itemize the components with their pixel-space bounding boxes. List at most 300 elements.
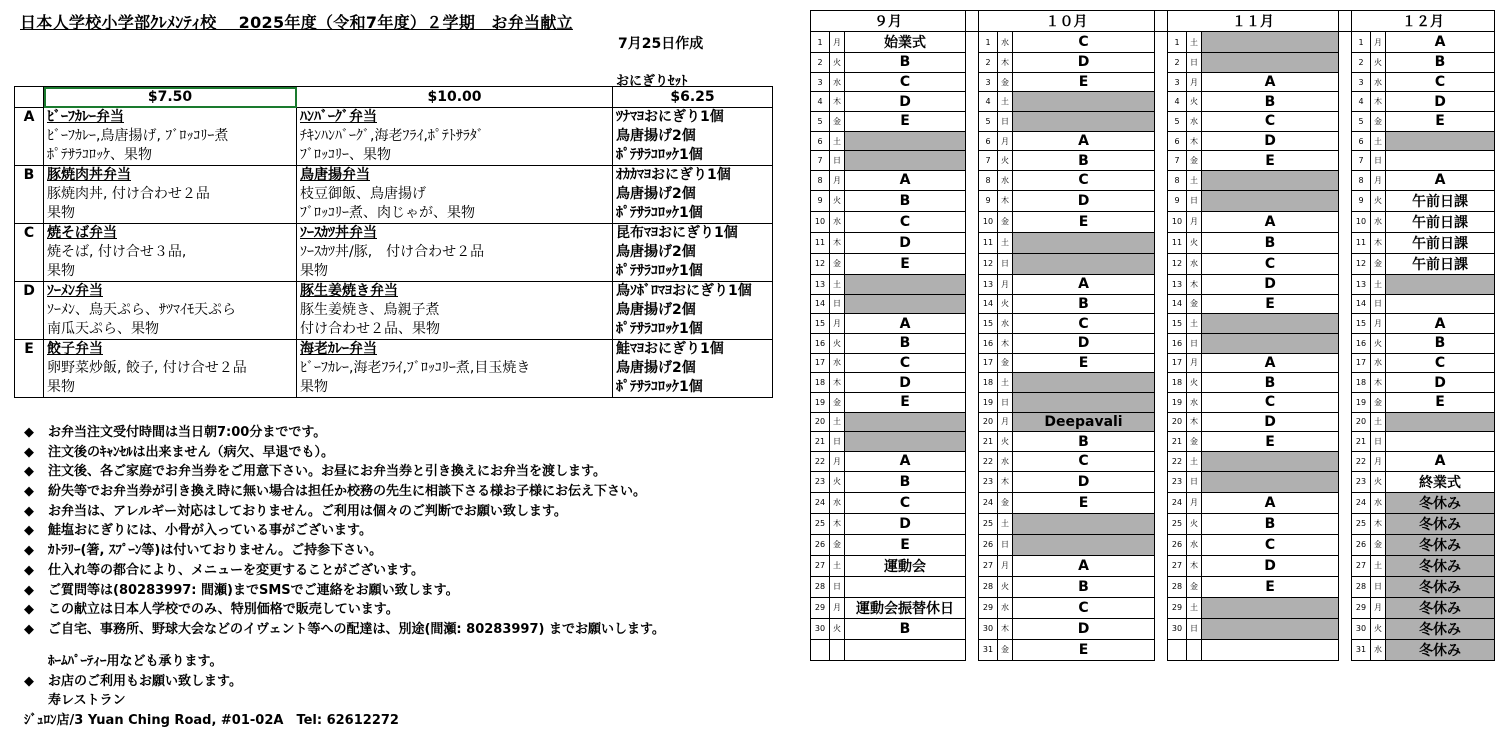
calendar-weekday: 日 <box>830 576 845 597</box>
calendar-row <box>811 333 1495 353</box>
calendar-day: 29 <box>1352 597 1371 618</box>
calendar-day: 2 <box>1168 53 1187 73</box>
menu-letter: B <box>15 166 44 186</box>
menu-letter <box>15 320 44 340</box>
calendar-weekday: 土 <box>1187 32 1202 53</box>
calendar-menu-code <box>845 639 966 660</box>
calendar-row <box>811 432 1495 452</box>
menu-item-detail: 果物 <box>297 378 613 398</box>
calendar-weekday: 木 <box>1187 274 1202 294</box>
bullet-icon: ◆ <box>24 602 34 618</box>
calendar-weekday: 金 <box>830 253 845 274</box>
calendar-day: 24 <box>1168 492 1187 513</box>
calendar-row <box>811 92 1495 112</box>
calendar-menu-code: A <box>1202 72 1339 92</box>
calendar-menu-code: D <box>1202 412 1339 432</box>
calendar-menu-code: 冬休み <box>1386 555 1495 576</box>
calendar-weekday: 火 <box>830 333 845 353</box>
calendar-weekday: 土 <box>1371 131 1386 151</box>
calendar-day: 10 <box>1168 211 1187 232</box>
menu-item-detail: 鳥唐揚げ2個 <box>613 359 773 378</box>
menu-item-detail: ｵｶｶﾏﾖおにぎり1個 <box>613 166 773 186</box>
calendar-menu-code: 午前日課 <box>1386 253 1495 274</box>
calendar-day: 14 <box>811 294 830 314</box>
calendar-day: 22 <box>979 452 998 472</box>
calendar-day: 1 <box>979 32 998 53</box>
calendar-day: 22 <box>1168 452 1187 472</box>
menu-item-detail: ﾂﾅﾏﾖおにぎり1個 <box>613 108 773 128</box>
calendar-weekday: 日 <box>1371 151 1386 171</box>
note-text: 鮭塩おにぎりには、小骨が入っている事がございます。 <box>48 523 372 539</box>
calendar-weekday: 木 <box>830 373 845 393</box>
calendar-day <box>811 639 830 660</box>
document-title: 日本人学校小学部ｸﾚﾒﾝﾃｨ校 2025年度（令和7年度）２学期 お弁当献立 <box>20 13 573 32</box>
menu-item-title: ﾋﾞｰﾌｶﾚｰ弁当 <box>44 108 297 128</box>
calendar-day: 17 <box>1168 353 1187 373</box>
menu-row <box>15 282 773 302</box>
calendar-menu-code: A <box>1013 274 1155 294</box>
calendar-weekday: 水 <box>998 314 1013 334</box>
note-item <box>24 600 665 620</box>
calendar-row <box>811 513 1495 534</box>
calendar-menu-code: A <box>1013 555 1155 576</box>
calendar-day: 23 <box>1352 471 1371 492</box>
calendar-weekday: 月 <box>1187 211 1202 232</box>
calendar-day: 5 <box>811 112 830 132</box>
calendar-weekday: 金 <box>830 112 845 132</box>
menu-row <box>15 301 773 320</box>
calendar-weekday: 水 <box>1371 639 1386 660</box>
calendar-menu-code <box>1013 112 1155 132</box>
calendar-day: 19 <box>979 392 998 412</box>
menu-letter <box>15 359 44 378</box>
calendar-day: 12 <box>1352 253 1371 274</box>
calendar-weekday: 金 <box>998 353 1013 373</box>
menu-letter <box>15 204 44 224</box>
calendar-weekday: 月 <box>998 131 1013 151</box>
calendar-menu-code: E <box>845 112 966 132</box>
calendar-weekday: 月 <box>830 314 845 334</box>
calendar-day: 16 <box>979 333 998 353</box>
note-text: ご質問等は(80283997: 間瀬)までSMSでご連絡をお願い致します。 <box>48 582 459 598</box>
calendar-row <box>811 232 1495 253</box>
calendar-weekday: 土 <box>998 232 1013 253</box>
calendar-day: 10 <box>979 211 998 232</box>
calendar-menu-code <box>1202 618 1339 639</box>
calendar-day: 5 <box>979 112 998 132</box>
calendar-weekday: 金 <box>830 392 845 412</box>
menu-item-detail: 焼そば, 付け合せ３品, <box>44 243 297 262</box>
calendar-day: 18 <box>1352 373 1371 393</box>
lunch-calendar <box>810 10 1495 661</box>
calendar-menu-code: B <box>1202 513 1339 534</box>
calendar-menu-code: C <box>1013 597 1155 618</box>
calendar-menu-code: E <box>1013 639 1155 660</box>
calendar-day: 28 <box>979 576 998 597</box>
calendar-day: 14 <box>1352 294 1371 314</box>
calendar-menu-code: 運動会 <box>845 555 966 576</box>
calendar-weekday: 火 <box>998 576 1013 597</box>
calendar-day: 7 <box>1352 151 1371 171</box>
creation-date: 7月25日作成 <box>618 36 704 52</box>
calendar-weekday: 月 <box>1371 452 1386 472</box>
calendar-weekday: 火 <box>830 618 845 639</box>
calendar-day: 20 <box>1352 412 1371 432</box>
calendar-menu-code: 午前日課 <box>1386 232 1495 253</box>
menu-letter <box>15 262 44 282</box>
calendar-weekday: 水 <box>830 72 845 92</box>
calendar-day: 28 <box>1168 576 1187 597</box>
menu-letter <box>15 243 44 262</box>
calendar-menu-code <box>1202 639 1339 660</box>
menu-letter: C <box>15 224 44 244</box>
calendar-menu-code: C <box>845 211 966 232</box>
calendar-weekday: 金 <box>1371 534 1386 555</box>
calendar-menu-code: E <box>845 392 966 412</box>
menu-item-detail: ﾋﾞｰﾌｶﾚｰ,海老ﾌﾗｲ,ﾌﾞﾛｯｺﾘｰ煮,目玉焼き <box>297 359 613 378</box>
calendar-day: 26 <box>979 534 998 555</box>
calendar-weekday: 水 <box>830 492 845 513</box>
calendar-menu-code: E <box>1013 492 1155 513</box>
calendar-day: 21 <box>979 432 998 452</box>
menu-letter <box>15 146 44 166</box>
menu-item-title: 海老ｶﾚｰ弁当 <box>297 340 613 360</box>
menu-row <box>15 127 773 146</box>
calendar-weekday: 木 <box>998 618 1013 639</box>
menu-item-title: ｿｰｽｶﾂ丼弁当 <box>297 224 613 244</box>
calendar-menu-code: C <box>1202 253 1339 274</box>
calendar-weekday: 水 <box>1371 492 1386 513</box>
calendar-weekday: 火 <box>830 471 845 492</box>
price-header[interactable]: $10.00 <box>297 87 613 108</box>
note-item <box>24 462 665 482</box>
calendar-row <box>811 412 1495 432</box>
calendar-menu-code: 冬休み <box>1386 597 1495 618</box>
calendar-weekday: 土 <box>1187 171 1202 191</box>
calendar-menu-code <box>1202 171 1339 191</box>
calendar-weekday: 水 <box>830 353 845 373</box>
calendar-day: 20 <box>1168 412 1187 432</box>
calendar-weekday: 水 <box>1187 392 1202 412</box>
calendar-menu-code: C <box>845 72 966 92</box>
calendar-day: 25 <box>1168 513 1187 534</box>
calendar-weekday: 日 <box>1187 333 1202 353</box>
menu-item-detail: ﾎﾟﾃｻﾗｺﾛｯｹ1個 <box>613 146 773 166</box>
menu-item-detail: 果物 <box>297 262 613 282</box>
calendar-weekday: 月 <box>998 274 1013 294</box>
calendar-menu-code: C <box>1202 392 1339 412</box>
note-item <box>24 423 665 443</box>
calendar-row <box>811 190 1495 211</box>
calendar-weekday: 木 <box>1187 555 1202 576</box>
calendar-weekday: 火 <box>830 190 845 211</box>
price-header[interactable]: $6.25 <box>613 87 773 108</box>
calendar-weekday: 水 <box>830 211 845 232</box>
calendar-menu-code <box>1202 452 1339 472</box>
calendar-row <box>811 373 1495 393</box>
bento-menu-table <box>14 86 773 398</box>
calendar-weekday: 火 <box>1371 471 1386 492</box>
calendar-day: 16 <box>811 333 830 353</box>
calendar-menu-code: D <box>1013 618 1155 639</box>
calendar-weekday: 火 <box>1187 373 1202 393</box>
calendar-weekday: 金 <box>1187 576 1202 597</box>
calendar-day: 1 <box>1168 32 1187 53</box>
calendar-menu-code: 冬休み <box>1386 576 1495 597</box>
calendar-weekday: 金 <box>998 211 1013 232</box>
calendar-weekday: 月 <box>830 452 845 472</box>
calendar-row <box>811 171 1495 191</box>
calendar-day: 5 <box>1168 112 1187 132</box>
calendar-menu-code: D <box>845 92 966 112</box>
calendar-day: 21 <box>811 432 830 452</box>
calendar-menu-code: A <box>1386 171 1495 191</box>
calendar-weekday: 土 <box>830 412 845 432</box>
calendar-day: 20 <box>811 412 830 432</box>
calendar-day: 18 <box>979 373 998 393</box>
calendar-menu-code: B <box>845 333 966 353</box>
calendar-weekday: 月 <box>1187 72 1202 92</box>
menu-body <box>15 108 773 398</box>
calendar-day: 24 <box>1352 492 1371 513</box>
menu-row <box>15 108 773 128</box>
calendar-menu-code: B <box>1386 333 1495 353</box>
calendar-day: 4 <box>979 92 998 112</box>
menu-item-detail: 鳥唐揚げ2個 <box>613 301 773 320</box>
menu-row <box>15 185 773 204</box>
calendar-menu-code <box>1202 32 1339 53</box>
calendar-weekday: 月 <box>998 412 1013 432</box>
calendar-row <box>811 534 1495 555</box>
bullet-icon: ◆ <box>24 484 34 500</box>
calendar-day: 27 <box>811 555 830 576</box>
calendar-menu-code <box>1013 232 1155 253</box>
calendar-weekday: 月 <box>830 597 845 618</box>
calendar-menu-code: B <box>1386 53 1495 73</box>
calendar-day: 29 <box>811 597 830 618</box>
bullet-icon: ◆ <box>24 444 34 460</box>
calendar-weekday: 火 <box>1371 333 1386 353</box>
calendar-menu-code: C <box>1202 112 1339 132</box>
menu-item-detail: ﾌﾞﾛｯｺﾘｰ、果物 <box>297 146 613 166</box>
calendar-day: 16 <box>1168 333 1187 353</box>
calendar-menu-code <box>1202 314 1339 334</box>
calendar-weekday: 木 <box>1187 131 1202 151</box>
calendar-menu-code <box>1013 534 1155 555</box>
menu-item-detail: ﾎﾟﾃｻﾗｺﾛｯｹ、果物 <box>44 146 297 166</box>
note-text: ご自宅、事務所、野球大会などのイヴェント等への配達は、別途(間瀬: 80283997) までお願いします。 <box>48 621 665 637</box>
month-header-november: １１月 <box>1168 11 1339 32</box>
menu-item-title: ﾊﾝﾊﾞｰｸﾞ弁当 <box>297 108 613 128</box>
calendar-day: 30 <box>1168 618 1187 639</box>
calendar-day: 11 <box>811 232 830 253</box>
calendar-day: 15 <box>1352 314 1371 334</box>
menu-item-detail: 鳥唐揚げ2個 <box>613 185 773 204</box>
calendar-menu-code: A <box>1202 492 1339 513</box>
menu-item-title: 餃子弁当 <box>44 340 297 360</box>
menu-row <box>15 146 773 166</box>
footer-shop-text: お店のご利用もお願い致します。 <box>48 673 242 689</box>
calendar-weekday: 金 <box>1371 253 1386 274</box>
calendar-weekday: 火 <box>1371 618 1386 639</box>
calendar-weekday: 金 <box>998 492 1013 513</box>
restaurant-name: 寿レストラン <box>48 693 126 708</box>
calendar-weekday: 土 <box>1187 314 1202 334</box>
calendar-day: 7 <box>979 151 998 171</box>
calendar-menu-code: E <box>1386 392 1495 412</box>
calendar-day: 11 <box>1168 232 1187 253</box>
calendar-menu-code: C <box>1386 353 1495 373</box>
calendar-weekday: 土 <box>830 274 845 294</box>
menu-item-detail: 枝豆御飯、鳥唐揚げ <box>297 185 613 204</box>
calendar-weekday: 土 <box>998 513 1013 534</box>
menu-item-detail: ﾎﾟﾃｻﾗｺﾛｯｹ1個 <box>613 378 773 398</box>
calendar-day: 29 <box>979 597 998 618</box>
calendar-weekday: 水 <box>998 32 1013 53</box>
note-text: お弁当は、アレルギー対応はしておりません。ご利用は個々のご判断でお願い致します。 <box>48 503 567 519</box>
menu-row <box>15 378 773 398</box>
calendar-day: 25 <box>979 513 998 534</box>
calendar-menu-code: D <box>1013 471 1155 492</box>
note-text: 注文後、各ご家庭でお弁当券をご用意下さい。お昼にお弁当券と引き換えにお弁当を渡します。 <box>48 464 606 480</box>
calendar-menu-code: D <box>1202 274 1339 294</box>
calendar-menu-code: C <box>1013 32 1155 53</box>
calendar-weekday: 木 <box>830 513 845 534</box>
month-header-october: １０月 <box>979 11 1155 32</box>
calendar-menu-code: C <box>845 492 966 513</box>
menu-item-detail: 果物 <box>44 204 297 224</box>
calendar-day: 8 <box>811 171 830 191</box>
calendar-weekday: 木 <box>998 53 1013 73</box>
calendar-day: 8 <box>979 171 998 191</box>
calendar-menu-code: E <box>1202 576 1339 597</box>
calendar-menu-code: A <box>1202 211 1339 232</box>
menu-item-detail: ｿｰｽｶﾂ丼/豚, 付け合わせ２品 <box>297 243 613 262</box>
note-item <box>24 541 665 561</box>
calendar-day: 12 <box>811 253 830 274</box>
note-text: 仕入れ等の都合により、メニューを変更することがございます。 <box>48 562 424 578</box>
calendar-weekday: 月 <box>1187 492 1202 513</box>
calendar-menu-code: B <box>1202 373 1339 393</box>
calendar-menu-code <box>1013 513 1155 534</box>
calendar-weekday: 日 <box>830 294 845 314</box>
calendar-menu-code: 冬休み <box>1386 618 1495 639</box>
calendar-menu-code: C <box>1202 534 1339 555</box>
calendar-menu-code <box>1202 333 1339 353</box>
calendar-menu-code: 冬休み <box>1386 639 1495 660</box>
calendar-row <box>811 151 1495 171</box>
note-text: 注文後のｷｬﾝｾﾙは出来ません（病欠、早退でも）。 <box>48 444 335 460</box>
calendar-day: 3 <box>811 72 830 92</box>
calendar-menu-code: A <box>845 452 966 472</box>
calendar-menu-code: A <box>1202 353 1339 373</box>
note-item <box>24 502 665 522</box>
calendar-day: 2 <box>1352 53 1371 73</box>
calendar-menu-code: D <box>1386 92 1495 112</box>
calendar-row <box>811 253 1495 274</box>
calendar-day: 9 <box>979 190 998 211</box>
calendar-day: 16 <box>1352 333 1371 353</box>
calendar-menu-code: D <box>1202 131 1339 151</box>
menu-row <box>15 340 773 360</box>
calendar-weekday: 月 <box>1371 32 1386 53</box>
calendar-day: 10 <box>1352 211 1371 232</box>
price-header[interactable]: $7.50 <box>44 87 297 108</box>
calendar-menu-code <box>845 294 966 314</box>
calendar-menu-code: B <box>1013 151 1155 171</box>
calendar-menu-code <box>1202 53 1339 73</box>
note-item <box>24 521 665 541</box>
calendar-menu-code: 始業式 <box>845 32 966 53</box>
calendar-weekday: 月 <box>1187 353 1202 373</box>
calendar-day: 15 <box>1168 314 1187 334</box>
calendar-menu-code <box>845 576 966 597</box>
note-text: ｶﾄﾗﾘｰ(箸, ｽﾌﾟｰﾝ等)は付いておりません。ご持参下さい。 <box>48 543 383 559</box>
calendar-day: 8 <box>1168 171 1187 191</box>
calendar-menu-code: A <box>1386 314 1495 334</box>
calendar-menu-code: D <box>1386 373 1495 393</box>
calendar-menu-code <box>1202 190 1339 211</box>
bullet-icon: ◆ <box>24 562 34 578</box>
calendar-weekday: 金 <box>998 72 1013 92</box>
calendar-menu-code <box>1202 597 1339 618</box>
menu-item-detail: 南瓜天ぷら、果物 <box>44 320 297 340</box>
menu-row <box>15 243 773 262</box>
menu-item-detail: 果物 <box>44 378 297 398</box>
calendar-day: 4 <box>811 92 830 112</box>
menu-row <box>15 204 773 224</box>
calendar-weekday: 火 <box>1187 232 1202 253</box>
calendar-weekday: 月 <box>1371 171 1386 191</box>
menu-letter <box>15 378 44 398</box>
calendar-row <box>811 294 1495 314</box>
calendar-menu-code <box>845 412 966 432</box>
menu-item-title: 焼そば弁当 <box>44 224 297 244</box>
calendar-menu-code <box>1386 432 1495 452</box>
calendar-menu-code: E <box>845 534 966 555</box>
calendar-menu-code: A <box>845 171 966 191</box>
menu-row <box>15 320 773 340</box>
calendar-menu-code <box>1202 471 1339 492</box>
calendar-day: 14 <box>979 294 998 314</box>
calendar-weekday: 木 <box>1371 513 1386 534</box>
calendar-menu-code <box>1386 151 1495 171</box>
calendar-day: 9 <box>1168 190 1187 211</box>
calendar-menu-code: 運動会振替休日 <box>845 597 966 618</box>
calendar-day: 9 <box>1352 190 1371 211</box>
calendar-day: 31 <box>979 639 998 660</box>
menu-item-detail: ﾁｷﾝﾊﾝﾊﾞｰｸﾞ,海老ﾌﾗｲ,ﾎﾟﾃﾄｻﾗﾀﾞ <box>297 127 613 146</box>
calendar-day: 23 <box>979 471 998 492</box>
calendar-menu-code: B <box>1013 576 1155 597</box>
calendar-weekday: 金 <box>1187 151 1202 171</box>
note-item <box>24 443 665 463</box>
calendar-menu-code <box>1013 392 1155 412</box>
calendar-weekday: 日 <box>998 253 1013 274</box>
calendar-menu-code <box>1386 131 1495 151</box>
calendar-row <box>811 555 1495 576</box>
calendar-menu-code: D <box>845 513 966 534</box>
calendar-weekday: 土 <box>830 555 845 576</box>
calendar-weekday: 日 <box>998 534 1013 555</box>
calendar-menu-code: B <box>1202 92 1339 112</box>
calendar-menu-code <box>1013 92 1155 112</box>
menu-item-title: 豚焼肉丼弁当 <box>44 166 297 186</box>
calendar-menu-code: B <box>845 471 966 492</box>
menu-item-detail: ﾎﾟﾃｻﾗｺﾛｯｹ1個 <box>613 262 773 282</box>
calendar-menu-code: Deepavali <box>1013 412 1155 432</box>
menu-item-title: 豚生姜焼き弁当 <box>297 282 613 302</box>
